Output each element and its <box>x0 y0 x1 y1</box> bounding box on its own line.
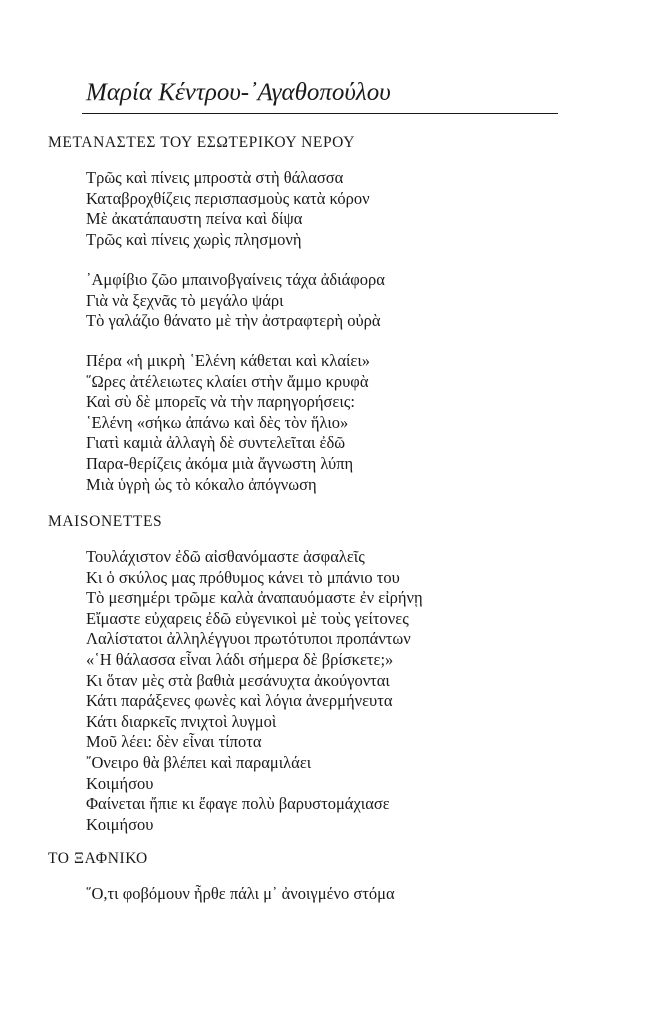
verse-line: Μοῦ λέει: δὲν εἶναι τίποτα <box>86 732 262 752</box>
verse-line: ῾Ελένη «σήκω ἀπάνω καὶ δὲς τὸν ἥλιο» <box>86 412 349 432</box>
header-rule <box>82 113 558 114</box>
verse-line: Κάτι παράξενες φωνὲς καὶ λόγια ἀνερμήνευτα <box>86 691 393 711</box>
verse-line: Καὶ σὺ δὲ μπορεῖς νὰ τὴν παρηγορήσεις: <box>86 392 355 412</box>
stanza <box>86 884 395 905</box>
verse-line: Τὸ γαλάζιο θάνατο μὲ τὴν ἀστραφτερὴ οὐρὰ <box>86 311 381 331</box>
verse-line: Κοιμήσου <box>86 814 154 834</box>
verse-line: Πέρα «ἡ μικρὴ ῾Ελένη κάθεται καὶ κλαίει» <box>86 351 371 370</box>
verse-line: Τουλάχιστον ἐδῶ αἰσθανόμαστε ἀσφαλεῖς <box>86 547 365 566</box>
verse-line: Μιὰ ὑγρὴ ὡς τὸ κόκαλο ἀπόγνωση <box>86 474 317 494</box>
verse-line: Κάτι διαρκεῖς πνιχτοὶ λυγμοὶ <box>86 711 277 731</box>
poem-title: ΜΕΤΑΝΑΣΤΕΣ ΤΟΥ ΕΣΩΤΕΡΙΚΟΥ ΝΕΡΟΥ <box>48 134 355 151</box>
verse-line: «῾Η θάλασσα εἶναι λάδι σήμερα δὲ βρίσκετε;» <box>86 649 394 669</box>
poem-title: MAISONETTES <box>48 513 163 530</box>
verse-line: Κι ὁ σκύλος μας πρόθυμος κάνει τὸ μπάνιο του <box>86 567 400 587</box>
stanza <box>86 168 370 250</box>
verse-line: Τρῶς καὶ πίνεις χωρὶς πλησμονὴ <box>86 229 302 249</box>
verse-line: Κοιμήσου <box>86 773 154 793</box>
verse-line: Κι ὅταν μὲς στὰ βαθιὰ μεσάνυχτα ἀκούγονται <box>86 670 390 690</box>
verse-line: Καταβροχθίζεις περισπασμοὺς κατὰ κόρον <box>86 188 370 208</box>
verse-line: Τρῶς καὶ πίνεις μπροστὰ στὴ θάλασσα <box>86 168 344 187</box>
verse-line: Μὲ ἀκατάπαυστη πείνα καὶ δίψα <box>86 209 303 229</box>
verse-line: ῎Ονειρο θὰ βλέπει καὶ παραμιλάει <box>86 752 312 772</box>
verse-line: ῞Ο,τι φοβόμουν ἦρθε πάλι μ᾿ ἀνοιγμένο στόμα <box>86 884 395 903</box>
stanza <box>86 351 370 495</box>
verse-line: Εἴμαστε εὐχαρεις ἐδῶ εὐγενικοὶ μὲ τοὺς γείτονες <box>86 608 409 628</box>
verse-line: Τὸ μεσημέρι τρῶμε καλὰ ἀναπαυόμαστε ἐν εἰρήνῃ <box>86 588 423 608</box>
verse-line: Λαλίστατοι ἀλληλέγγυοι πρωτότυποι προπάντων <box>86 629 411 649</box>
verse-line: ᾿Αμφίβιο ζῶο μπαινοβγαίνεις τάχα ἀδιάφορα <box>86 270 385 289</box>
verse-line: Γιατὶ καμιὰ ἀλλαγὴ δὲ συντελεῖται ἐδῶ <box>86 433 346 453</box>
verse-line: Γιὰ νὰ ξεχνᾶς τὸ μεγάλο ψάρι <box>86 290 284 310</box>
running-head-author: Μαρία Κέντρου-᾿Αγαθοπούλου <box>86 79 391 106</box>
verse-line: Φαίνεται ἤπιε κι ἔφαγε πολὺ βαρυστομάχιασε <box>86 794 390 814</box>
poem-title: ΤΟ ΞΑΦΝΙΚΟ <box>48 850 148 867</box>
stanza <box>86 547 423 835</box>
verse-line: Παρα-θερίζεις ἀκόμα μιὰ ἄγνωστη λύπη <box>86 453 354 473</box>
stanza <box>86 270 385 332</box>
verse-line: ῞Ωρες ἀτέλειωτες κλαίει στὴν ἄμμο κρυφὰ <box>86 371 369 391</box>
